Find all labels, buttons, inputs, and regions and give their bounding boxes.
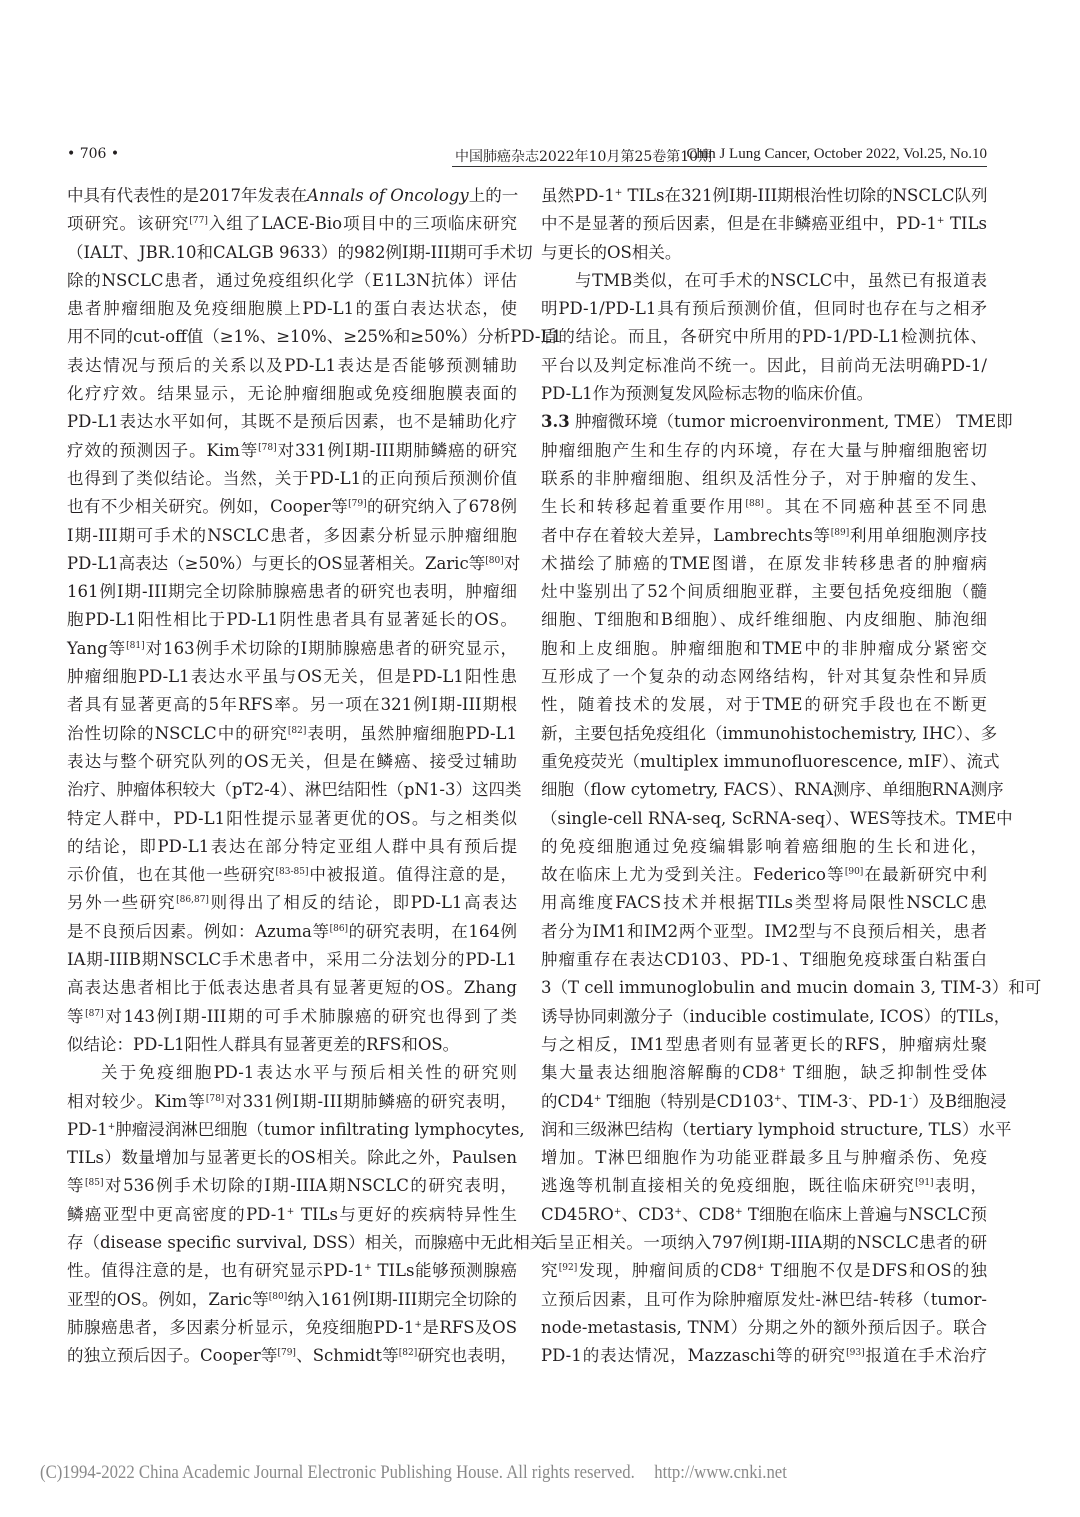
text-run: 与TMB类似，在可手术的NSCLC中，虽然已有报道表 (575, 270, 987, 290)
text-run: 生长和转移起着重要作用 (541, 497, 746, 517)
text-run: 161例I期-III期完全切除肺腺癌患者的研究也表明，肿瘤细 (67, 582, 517, 602)
text-line (67, 1286, 517, 1314)
footer-url[interactable]: http://www.cnki.net (654, 1462, 787, 1483)
text-line (67, 663, 517, 691)
text-run: 治性切除的NSCLC中的研究 (67, 723, 288, 743)
text-line (67, 1003, 517, 1031)
text-run: （IALT、JBR.10和CALGB 9633）的982例I期-III期可手术切 (67, 242, 533, 262)
text-line (541, 1172, 987, 1200)
text-run: 亚型的OS。例如，Zaric等 (67, 1289, 269, 1309)
text-run: 诱导协同刺激分子（inducible costimulate, ICOS）的TILs， (541, 1006, 1011, 1026)
copyright-notice: (C)1994-2022 China Academic Journal Electronic Publishing House. All rights reserved. (40, 1462, 635, 1483)
text-line (541, 1144, 987, 1172)
text-line (541, 182, 987, 210)
superscript: [80] (485, 555, 504, 566)
text-run: 疗效的预测因子。Kim等 (67, 440, 259, 460)
text-line (67, 493, 517, 521)
text-run: 的研究表明，在164例 (348, 921, 517, 941)
text-run: 明PD-1/PD-L1具有预后预测价值，但同时也存在与之相矛 (541, 299, 987, 319)
text-line (541, 1257, 987, 1285)
superscript: - (848, 1093, 852, 1104)
text-run: 者具有显著更高的5年RFS率。另一项在321例I期-III期根 (67, 695, 517, 715)
text-run: 存（disease specific survival, DSS）相关，而腺癌中无此相关 (67, 1232, 547, 1252)
text-run: 对143例I期-III期的可手术肺腺癌的研究也得到了类 (103, 1006, 518, 1026)
text-run: 立预后因素，且可作为除肿瘤原发灶-淋巴结-转移（tumor- (541, 1289, 987, 1309)
superscript: [87] (85, 1008, 104, 1019)
superscript: [77] (189, 216, 208, 227)
text-line (541, 691, 987, 719)
text-run: 表达情况与预后的关系以及PD-L1表达是否能够预测辅助 (67, 355, 517, 375)
text-run: 的独立预后因子。Cooper等 (67, 1346, 278, 1366)
text-line (541, 408, 1013, 436)
text-line (67, 522, 517, 550)
text-run: 术描绘了肺癌的TME图谱，在原发非转移患者的肿瘤病 (541, 553, 987, 573)
text-run: 细胞（flow cytometry, FACS）、RNA测序、单细胞RNA测序 (541, 780, 1004, 800)
text-run: 治疗、肿瘤体积较大（pT2-4）、淋巴结阳性（pN1-3）这四类 (67, 780, 522, 800)
text-run: 虽然PD-1 (541, 186, 615, 205)
text-run: 胞PD-L1阳性相比于PD-L1阴性患者具有显著延长的OS。 (67, 610, 517, 630)
text-line (67, 1229, 547, 1257)
text-run: 逃逸等机制直接相关的免疫细胞，既往临床研究 (541, 1176, 916, 1196)
superscript: [86,87] (176, 895, 209, 906)
superscript: [91] (915, 1178, 934, 1189)
text-line (67, 776, 522, 804)
text-line (67, 635, 517, 663)
superscript: - (908, 1093, 912, 1104)
text-line (67, 1342, 517, 1370)
superscript: [92] (558, 1263, 578, 1274)
text-line (67, 578, 517, 606)
text-run: TILs (944, 214, 987, 234)
text-run: 究 (541, 1261, 559, 1281)
text-run: 后呈正相关。一项纳入797例I期-IIIA期的NSCLC患者的研 (541, 1232, 987, 1252)
text-run: 润和三级淋巴结构（tertiary lymphoid structure, TLS）水平 (541, 1119, 1012, 1139)
text-line (67, 974, 517, 1002)
text-line (67, 946, 517, 974)
text-run: 鳞癌亚型中更高密度的PD-1 (67, 1204, 287, 1224)
text-run: I期-III期可手术的NSCLC患者，多因素分析显示肿瘤细胞 (67, 525, 517, 545)
superscript: + (756, 1263, 765, 1274)
text-run: TILs与更好的疾病特异性生 (294, 1204, 517, 1224)
text-run: PD-1 (67, 1119, 108, 1139)
text-run: 增加。T淋巴细胞作为功能亚群最多且与肿瘤杀伤、免疫 (541, 1148, 987, 1168)
superscript: [81] (126, 640, 145, 651)
text-line (541, 889, 987, 917)
left-column (67, 182, 562, 1370)
text-run: IA期-IIIB期NSCLC手术患者中，采用二分法划分的PD-L1 (67, 950, 517, 970)
superscript: [79] (348, 499, 367, 510)
text-run: 上的一 (468, 186, 519, 205)
text-run: 重免疫荧光（multiplex immunofluorescence, mIF）、流式 (541, 751, 1000, 771)
text-line (67, 1059, 517, 1087)
text-run: TILs在321例I期-III期根治性切除的NSCLC队列 (622, 186, 988, 205)
text-run: 在最新研究中利 (863, 865, 988, 885)
text-run: 表明，虽然肿瘤细胞PD-L1 (306, 723, 518, 743)
text-line (67, 748, 517, 776)
superscript: [88] (745, 499, 764, 510)
text-run: 对331例I期-III期肺鳞癌的研究 (276, 440, 518, 460)
text-run: 关于免疫细胞PD-1表达水平与预后相关性的研究则 (101, 1063, 517, 1083)
text-run: 研究也表明， (417, 1346, 517, 1366)
text-line (67, 720, 517, 748)
superscript: [90] (844, 867, 864, 878)
text-run: 3（T cell immunoglobulin and mucin domain 3, TIM-3）和可 (541, 978, 1042, 998)
superscript: + (774, 1093, 782, 1104)
text-line (67, 691, 517, 719)
text-run: 中不是显著的预后因素，但是在非鳞癌亚组中，PD-1 (541, 214, 937, 234)
text-line (541, 946, 987, 974)
text-run: 另外一些研究 (67, 893, 177, 913)
text-run: 似结论：PD-L1阳性人群具有显著更差的RFS和OS。 (67, 1034, 460, 1054)
text-line (541, 1342, 987, 1370)
text-run: PD-L1高表达（≥50%）与更长的OS显著相关。Zaric等 (67, 553, 486, 573)
superscript: [82] (398, 1348, 418, 1359)
text-run: 项研究。该研究 (67, 214, 190, 234)
superscript: [83-85] (275, 867, 309, 878)
text-run: 表明， (933, 1176, 988, 1196)
text-run: 也得到了类似结论。当然，关于PD-L1的正向预后预测价值 (67, 468, 517, 488)
text-line (541, 493, 987, 521)
text-line (541, 1201, 987, 1229)
text-run: 肺腺癌患者，多因素分析显示，免疫细胞PD-1 (67, 1317, 415, 1337)
text-line (541, 578, 987, 606)
journal-title-en: Chin J Lung Cancer, October 2022, Vol.25, No.10 (686, 146, 987, 162)
text-run: 新，主要包括免疫组化（immunohistochemistry, IHC）、多 (541, 723, 998, 743)
text-run: 是RFS及OS (421, 1317, 517, 1337)
superscript: [79] (277, 1348, 296, 1359)
text-line (541, 1059, 987, 1087)
text-run: 中被报道。值得注意的是， (308, 865, 518, 885)
superscript: + (614, 188, 623, 198)
text-run: T细胞，缺乏抑制性受体 (786, 1063, 987, 1083)
text-run: 。其在不同癌种甚至不同患 (763, 497, 988, 517)
text-line (67, 918, 517, 946)
text-line (541, 805, 1013, 833)
header-rule (452, 166, 987, 167)
text-run: 是不良预后因素。例如：Azuma等 (67, 921, 330, 941)
text-run: 平台以及判定标准尚不统一。因此，目前尚无法明确PD-1/ (541, 355, 987, 375)
text-line (541, 606, 987, 634)
text-run: 特定人群中，PD-L1阳性提示显著更优的OS。与之相类似 (67, 808, 517, 828)
text-line (67, 1116, 525, 1144)
text-run: 的研究纳入了678例 (366, 497, 517, 517)
text-line (541, 295, 987, 323)
text-line (67, 210, 517, 238)
text-run: 用不同的cut-off值（≥1%、≥10%、≥25%和≥50%）分析PD-L1 (67, 327, 562, 347)
text-line (541, 1031, 987, 1059)
text-line (541, 748, 1000, 776)
text-line (541, 239, 987, 267)
text-run: 、CD3 (621, 1204, 675, 1224)
journal-title-cn: 中国肺癌杂志2022年10月第25卷第10期 (455, 149, 713, 165)
superscript: [78] (258, 442, 277, 453)
text-line (541, 1088, 1007, 1116)
text-line (67, 1088, 517, 1116)
text-run: 与之相反，IM1型患者则有显著更长的RFS，肿瘤病灶聚 (541, 1034, 987, 1054)
text-run: 盾的结论。而且，各研究中所用的PD-1/PD-L1检测抗体、 (541, 327, 987, 347)
text-run: 患者肿瘤细胞及免疫细胞膜上PD-L1的蛋白表达状态，使 (67, 299, 517, 319)
text-line (541, 465, 987, 493)
text-line (541, 663, 987, 691)
superscript: [93] (846, 1348, 865, 1359)
text-line (541, 380, 987, 408)
text-run: 中具有代表性的是2017年发表在 (67, 186, 307, 205)
text-line (541, 776, 1004, 804)
text-run: 肿瘤浸润淋巴细胞（tumor infiltrating lymphocytes, (115, 1119, 525, 1139)
italic-title: Annals of Oncology (307, 186, 469, 205)
superscript: + (936, 216, 945, 227)
superscript: [89] (830, 527, 850, 538)
text-run: 、TIM-3 (781, 1091, 849, 1111)
text-run: 则得出了相反的结论，即PD-L1高表达 (208, 893, 517, 913)
text-run: 发现，肿瘤间质的CD8 (577, 1261, 757, 1281)
text-line (67, 805, 517, 833)
text-line (67, 606, 517, 634)
text-line (541, 635, 987, 663)
text-run: T细胞不仅是DFS和OS的独 (764, 1261, 988, 1281)
text-run: 、PD-1 (851, 1091, 909, 1111)
text-run: 示价值，也在其他一些研究 (67, 865, 276, 885)
text-line (67, 1144, 517, 1172)
text-run: 性，随着技术的发展，对于TME的研究手段也在不断更 (541, 695, 987, 715)
text-run: 等 (67, 1006, 86, 1026)
text-line (541, 323, 987, 351)
text-run: 肿瘤重存在表达CD103、PD-1、T细胞免疫球蛋白粘蛋白 (541, 950, 987, 970)
right-column (541, 182, 1042, 1370)
text-line (541, 861, 987, 889)
text-run: 相对较少。Kim等 (67, 1091, 206, 1111)
superscript: + (674, 1206, 682, 1217)
text-run: ）及B细胞浸 (911, 1091, 1007, 1111)
text-run: 肿瘤细胞产生和生存的内环境，存在大量与肿瘤细胞密切 (541, 440, 987, 460)
text-run: 与更长的OS相关。 (541, 242, 682, 262)
text-run: 集大量表达细胞溶解酶的CD8 (541, 1063, 779, 1083)
section-number: 3.3 (541, 412, 570, 432)
footer (40, 1462, 787, 1484)
superscript: + (414, 1319, 422, 1330)
text-run: node-metastasis, TNM）分期之外的额外预后因子。联合 (541, 1317, 987, 1337)
text-line (541, 974, 1042, 1002)
text-line (67, 408, 517, 436)
superscript: + (286, 1206, 295, 1217)
text-line (541, 1229, 987, 1257)
text-run: 高表达患者相比于低表达患者具有显著更短的OS。Zhang (67, 978, 517, 998)
text-run: 对163例手术切除的I期肺腺癌患者的研究显示， (144, 638, 518, 658)
text-run: 肿瘤微环境（tumor microenvironment, TME） TME即 (569, 412, 1013, 432)
text-run: PD-L1作为预测复发风险标志物的临床价值。 (541, 384, 874, 404)
text-line (67, 1201, 517, 1229)
text-run: 对 (503, 553, 521, 573)
text-line (541, 267, 987, 295)
text-run: 报道在手术治疗 (864, 1346, 988, 1366)
text-run: TILs能够预测腺癌 (371, 1261, 517, 1281)
text-line (541, 1003, 1011, 1031)
superscript: [78] (205, 1093, 225, 1104)
text-line (541, 1116, 1012, 1144)
text-line (541, 1314, 987, 1342)
text-run: 表达与整个研究队列的OS无关，但是在鳞癌、接受过辅助 (67, 751, 517, 771)
text-run: T细胞在临床上普遍与NSCLC预 (742, 1204, 987, 1224)
text-run: 互形成了一个复杂的动态网络结构，针对其复杂性和异质 (541, 667, 987, 687)
text-line (67, 352, 517, 380)
text-line (541, 1286, 987, 1314)
text-run: 、Schmidt等 (295, 1346, 399, 1366)
text-line (67, 267, 517, 295)
text-line (541, 437, 987, 465)
text-line (67, 1314, 517, 1342)
text-run: 也有不少相关研究。例如，Cooper等 (67, 497, 349, 517)
text-line (541, 522, 987, 550)
text-run: 的CD4 (541, 1091, 594, 1111)
text-run: 利用单细胞测序技 (849, 525, 988, 545)
superscript: [82] (287, 725, 307, 736)
text-run: 联系的非肿瘤细胞、组织及活性分子，对于肿瘤的发生、 (541, 468, 987, 488)
text-line (67, 1257, 517, 1285)
superscript: + (613, 1206, 622, 1217)
text-line (67, 833, 517, 861)
text-line (67, 323, 562, 351)
superscript: [80] (268, 1291, 288, 1302)
text-run: 的免疫细胞通过免疫编辑影响着癌细胞的生长和进化， (541, 836, 987, 856)
text-run: 化疗疗效。结果显示，无论肿瘤细胞或免疫细胞膜表面的 (67, 384, 517, 404)
text-line (541, 720, 998, 748)
text-run: 等 (67, 1176, 86, 1196)
text-run: （single-cell RNA-seq, ScRNA-seq）、WES等技术。TME中 (541, 808, 1013, 828)
text-run: 纳入161例I期-III期完全切除的 (287, 1289, 518, 1309)
text-run: CD45RO (541, 1204, 614, 1224)
text-line (67, 182, 517, 210)
text-line (67, 861, 517, 889)
text-run: 对331例I期-III期肺鳞癌的研究表明， (224, 1091, 518, 1111)
text-line (541, 833, 987, 861)
text-run: 者中存在着较大差异，Lambrechts等 (541, 525, 831, 545)
text-line (67, 889, 517, 917)
text-run: 者分为IM1和IM2两个亚型。IM2型与不良预后相关，患者 (541, 921, 987, 941)
text-line (67, 437, 517, 465)
text-line (67, 295, 517, 323)
text-line (67, 239, 533, 267)
text-line (67, 380, 517, 408)
text-run: 肿瘤细胞PD-L1表达水平虽与OS无关，但是PD-L1阳性患 (67, 667, 517, 687)
superscript: + (735, 1206, 743, 1217)
text-line (67, 550, 521, 578)
text-line (541, 210, 987, 238)
superscript: + (593, 1093, 602, 1104)
text-line (541, 550, 987, 578)
text-run: PD-L1表达水平如何，其既不是预后因素，也不是辅助化疗 (67, 412, 517, 432)
text-run: 、CD8 (681, 1204, 736, 1224)
text-run: 对536例手术切除的I期-IIIA期NSCLC的研究表明， (103, 1176, 517, 1196)
text-run: 除的NSCLC患者，通过免疫组织化学（E1L3N抗体）评估 (67, 270, 517, 290)
text-run: 的结论，即PD-L1表达在部分特定亚组人群中具有预后提 (67, 836, 517, 856)
text-run: 性。值得注意的是，也有研究显示PD-1 (67, 1261, 365, 1281)
page-number: • 706 • (67, 146, 120, 162)
text-line (541, 352, 987, 380)
text-run: 用高维度FACS技术并根据TILs类型将局限性NSCLC患 (541, 893, 987, 913)
text-run: 故在临床上尤为受到关注。Federico等 (541, 865, 845, 885)
text-line (67, 1031, 517, 1059)
text-run: 胞和上皮细胞。肿瘤细胞和TME中的非肿瘤成分紧密交 (541, 638, 987, 658)
text-run: TILs）数量增加与显著更长的OS相关。除此之外，Paulsen (67, 1148, 517, 1168)
superscript: + (778, 1065, 787, 1076)
superscript: [85] (85, 1178, 104, 1189)
text-run: 入组了LACE-Bio项目中的三项临床研究 (207, 214, 517, 234)
text-run: T细胞（特别是CD103 (601, 1091, 775, 1111)
superscript: [86] (329, 923, 349, 934)
text-line (67, 1172, 517, 1200)
text-run: 细胞、T细胞和B细胞）、成纤维细胞、内皮细胞、肺泡细 (541, 610, 987, 630)
text-line (67, 465, 517, 493)
text-run: Yang等 (67, 638, 127, 658)
superscript: + (364, 1263, 372, 1274)
text-line (541, 918, 987, 946)
superscript: + (107, 1121, 116, 1132)
text-run: PD-1的表达情况，Mazzaschi等的研究 (541, 1346, 847, 1366)
text-run: 灶中鉴别出了52个间质细胞亚群，主要包括免疫细胞（髓 (541, 582, 987, 602)
